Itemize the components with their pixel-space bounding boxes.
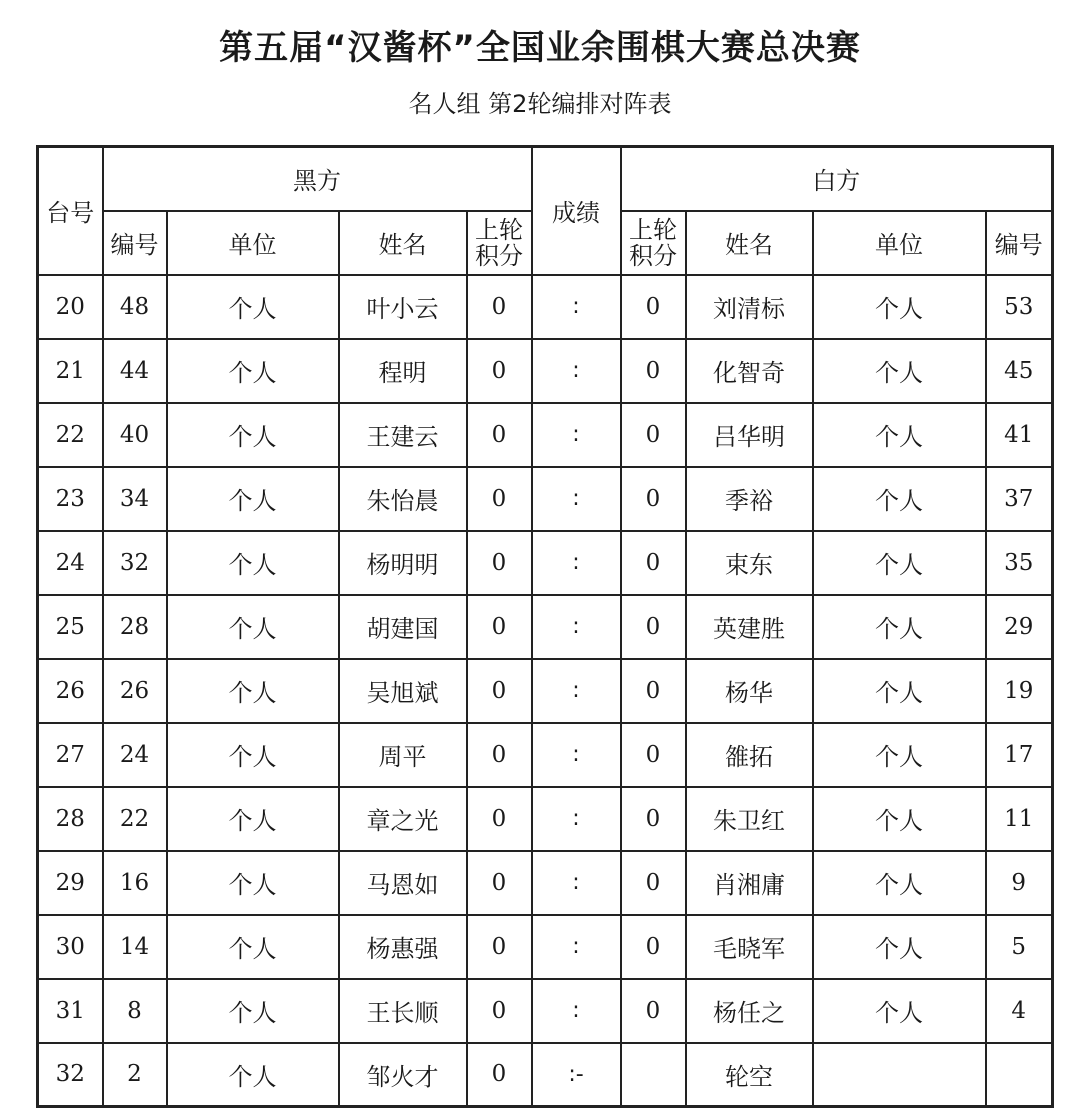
white-name: 朱卫红	[686, 787, 813, 851]
white-number: 53	[986, 275, 1053, 339]
header-black-prev-line2: 积分	[475, 241, 523, 270]
white-unit: 个人	[813, 275, 986, 339]
table-row	[38, 979, 1053, 1043]
black-unit: 个人	[167, 659, 339, 723]
result: :	[532, 659, 621, 723]
table-row	[38, 339, 1053, 403]
black-prev-score: 0	[467, 723, 532, 787]
header-white-prev-score	[621, 211, 686, 275]
black-name: 章之光	[339, 787, 467, 851]
black-name: 朱怡晨	[339, 467, 467, 531]
white-name: 束东	[686, 531, 813, 595]
result: :	[532, 467, 621, 531]
table-no: 32	[38, 1043, 103, 1107]
black-name: 王长顺	[339, 979, 467, 1043]
black-name: 马恩如	[339, 851, 467, 915]
white-name: 杨华	[686, 659, 813, 723]
white-name: 杨任之	[686, 979, 813, 1043]
black-name: 程明	[339, 339, 467, 403]
table-no: 23	[38, 467, 103, 531]
table-row	[38, 851, 1053, 915]
white-number	[986, 1043, 1053, 1107]
black-unit: 个人	[167, 339, 339, 403]
white-prev-score: 0	[621, 275, 686, 339]
result: :	[532, 339, 621, 403]
white-prev-score: 0	[621, 467, 686, 531]
white-prev-score: 0	[621, 659, 686, 723]
result: :	[532, 595, 621, 659]
black-number: 2	[103, 1043, 167, 1107]
black-prev-score: 0	[467, 467, 532, 531]
white-name: 雒拓	[686, 723, 813, 787]
header-white-number: 编号	[986, 211, 1053, 275]
table-row	[38, 531, 1053, 595]
white-prev-score: 0	[621, 851, 686, 915]
result: :	[532, 723, 621, 787]
table-row	[38, 467, 1053, 531]
page-title: 第五届“汉酱杯”全国业余围棋大赛总决赛	[219, 28, 861, 68]
header-black: 黑方	[103, 147, 532, 211]
white-unit: 个人	[813, 979, 986, 1043]
white-number: 17	[986, 723, 1053, 787]
white-name: 季裕	[686, 467, 813, 531]
white-prev-score: 0	[621, 531, 686, 595]
table-no: 28	[38, 787, 103, 851]
header-black-prev-line1: 上轮	[475, 215, 523, 244]
black-prev-score: 0	[467, 275, 532, 339]
white-number: 11	[986, 787, 1053, 851]
white-unit: 个人	[813, 467, 986, 531]
header-table-no: 台号	[38, 147, 103, 275]
black-name: 叶小云	[339, 275, 467, 339]
black-name: 周平	[339, 723, 467, 787]
white-unit: 个人	[813, 339, 986, 403]
white-number: 45	[986, 339, 1053, 403]
black-number: 40	[103, 403, 167, 467]
black-number: 48	[103, 275, 167, 339]
table-row	[38, 787, 1053, 851]
white-unit: 个人	[813, 659, 986, 723]
header-black-name: 姓名	[339, 211, 467, 275]
table-no: 31	[38, 979, 103, 1043]
black-number: 26	[103, 659, 167, 723]
white-number: 5	[986, 915, 1053, 979]
white-unit: 个人	[813, 531, 986, 595]
table-row	[38, 595, 1053, 659]
table-no: 20	[38, 275, 103, 339]
table-no: 25	[38, 595, 103, 659]
white-number: 41	[986, 403, 1053, 467]
white-name: 刘清标	[686, 275, 813, 339]
black-unit: 个人	[167, 723, 339, 787]
black-unit: 个人	[167, 851, 339, 915]
table-no: 24	[38, 531, 103, 595]
black-number: 32	[103, 531, 167, 595]
black-name: 王建云	[339, 403, 467, 467]
pairings-body	[38, 275, 1053, 1107]
table-row	[38, 723, 1053, 787]
black-number: 22	[103, 787, 167, 851]
black-unit: 个人	[167, 979, 339, 1043]
white-unit: 个人	[813, 595, 986, 659]
white-number: 9	[986, 851, 1053, 915]
header-result: 成绩	[532, 147, 621, 275]
black-unit: 个人	[167, 1043, 339, 1107]
table-row	[38, 1043, 1053, 1107]
black-unit: 个人	[167, 403, 339, 467]
result: :	[532, 979, 621, 1043]
result: :	[532, 851, 621, 915]
table-no: 26	[38, 659, 103, 723]
black-number: 16	[103, 851, 167, 915]
result: :	[532, 275, 621, 339]
white-number: 37	[986, 467, 1053, 531]
header-white-name: 姓名	[686, 211, 813, 275]
black-prev-score: 0	[467, 339, 532, 403]
white-prev-score: 0	[621, 723, 686, 787]
black-name: 胡建国	[339, 595, 467, 659]
white-prev-score: 0	[621, 787, 686, 851]
header-white-unit: 单位	[813, 211, 986, 275]
table-row	[38, 403, 1053, 467]
black-name: 吴旭斌	[339, 659, 467, 723]
header-black-prev-score	[467, 211, 532, 275]
white-prev-score: 0	[621, 595, 686, 659]
white-name: 轮空	[686, 1043, 813, 1107]
white-number: 4	[986, 979, 1053, 1043]
white-prev-score	[621, 1043, 686, 1107]
table-no: 21	[38, 339, 103, 403]
result: :	[532, 531, 621, 595]
white-name: 肖湘庸	[686, 851, 813, 915]
white-name: 化智奇	[686, 339, 813, 403]
black-prev-score: 0	[467, 851, 532, 915]
white-prev-score: 0	[621, 915, 686, 979]
white-unit: 个人	[813, 723, 986, 787]
black-name: 杨惠强	[339, 915, 467, 979]
white-unit	[813, 1043, 986, 1107]
header-white-prev-line1: 上轮	[629, 215, 677, 244]
white-unit: 个人	[813, 787, 986, 851]
black-prev-score: 0	[467, 531, 532, 595]
table-no: 29	[38, 851, 103, 915]
result: :	[532, 787, 621, 851]
black-number: 8	[103, 979, 167, 1043]
white-unit: 个人	[813, 403, 986, 467]
black-unit: 个人	[167, 915, 339, 979]
black-number: 28	[103, 595, 167, 659]
table-row	[38, 915, 1053, 979]
table-no: 30	[38, 915, 103, 979]
white-prev-score: 0	[621, 979, 686, 1043]
table-row	[38, 275, 1053, 339]
white-unit: 个人	[813, 851, 986, 915]
white-prev-score: 0	[621, 339, 686, 403]
black-name: 邹火才	[339, 1043, 467, 1107]
black-number: 34	[103, 467, 167, 531]
black-number: 14	[103, 915, 167, 979]
black-unit: 个人	[167, 595, 339, 659]
white-name: 英建胜	[686, 595, 813, 659]
page-subtitle: 名人组 第2轮编排对阵表	[408, 90, 672, 118]
black-prev-score: 0	[467, 915, 532, 979]
black-prev-score: 0	[467, 979, 532, 1043]
table-no: 27	[38, 723, 103, 787]
white-unit: 个人	[813, 915, 986, 979]
header-white: 白方	[621, 147, 1053, 211]
white-name: 吕华明	[686, 403, 813, 467]
result: :	[532, 403, 621, 467]
black-prev-score: 0	[467, 403, 532, 467]
black-name: 杨明明	[339, 531, 467, 595]
header-white-prev-line2: 积分	[629, 241, 677, 270]
white-number: 19	[986, 659, 1053, 723]
black-unit: 个人	[167, 787, 339, 851]
white-name: 毛晓军	[686, 915, 813, 979]
black-prev-score: 0	[467, 1043, 532, 1107]
table-row	[38, 659, 1053, 723]
black-number: 44	[103, 339, 167, 403]
header-black-number: 编号	[103, 211, 167, 275]
black-unit: 个人	[167, 531, 339, 595]
header-black-unit: 单位	[167, 211, 339, 275]
black-unit: 个人	[167, 467, 339, 531]
table-no: 22	[38, 403, 103, 467]
black-prev-score: 0	[467, 787, 532, 851]
white-number: 29	[986, 595, 1053, 659]
pairings-table	[36, 145, 1054, 1108]
result: :	[532, 915, 621, 979]
white-number: 35	[986, 531, 1053, 595]
black-prev-score: 0	[467, 659, 532, 723]
white-prev-score: 0	[621, 403, 686, 467]
black-unit: 个人	[167, 275, 339, 339]
black-number: 24	[103, 723, 167, 787]
black-prev-score: 0	[467, 595, 532, 659]
result: :-	[532, 1043, 621, 1107]
